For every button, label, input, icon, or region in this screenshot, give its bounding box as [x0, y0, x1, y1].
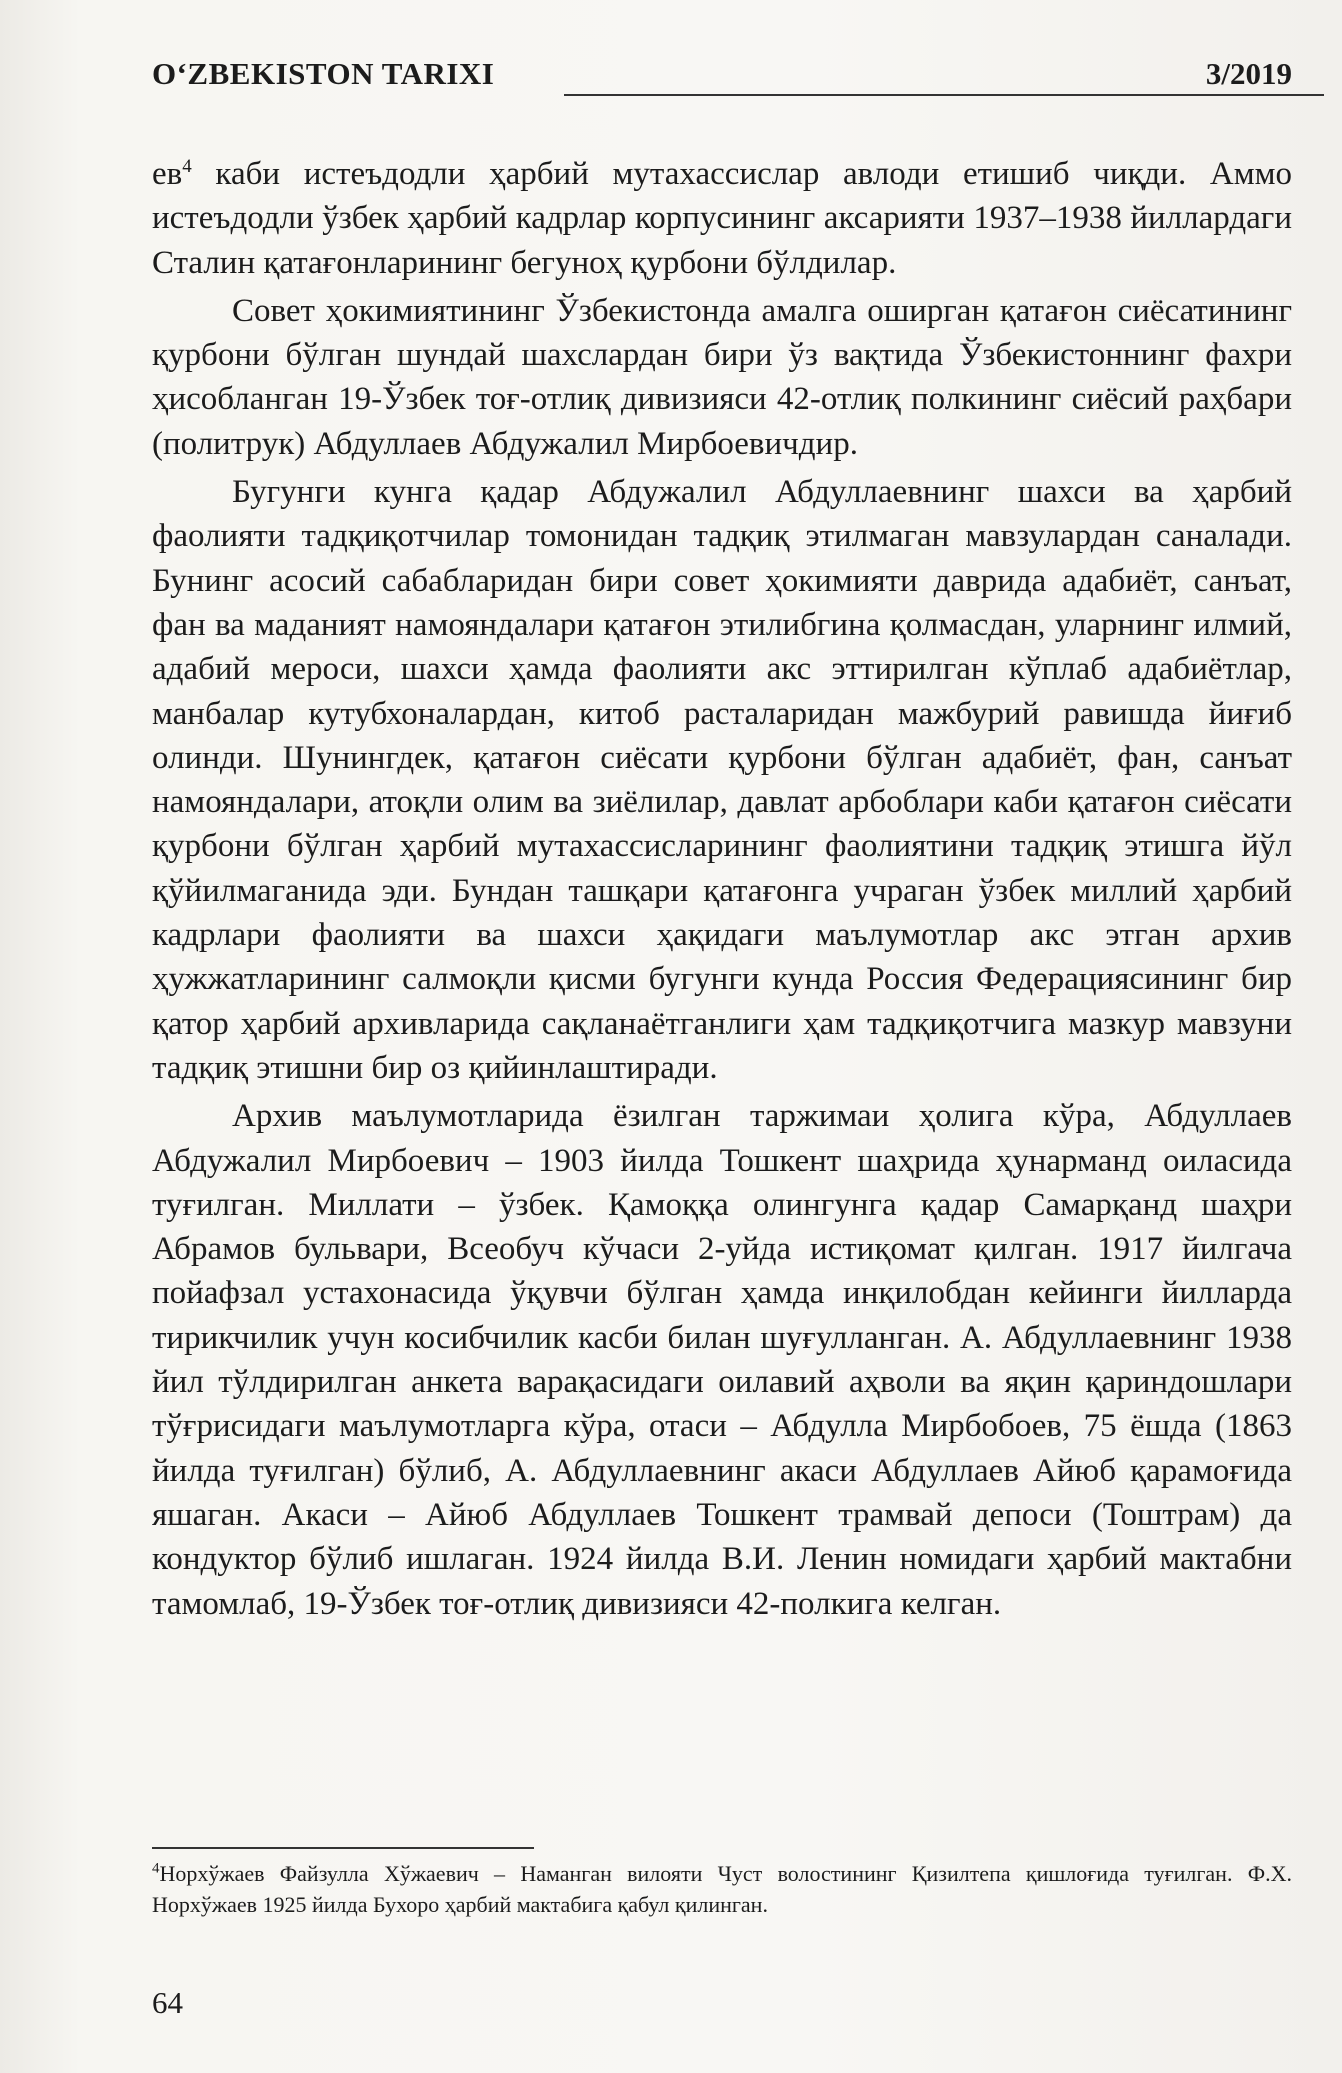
footnote-marker: 4	[152, 1860, 160, 1877]
paragraph-1	[152, 152, 1292, 285]
running-header	[152, 56, 1292, 106]
article-body	[152, 152, 1292, 1630]
paragraph-1-start: ев	[152, 156, 183, 192]
paragraph-3: Бугунги кунга қадар Абдужалил Абдуллаевнинг шахси ва ҳарбий фаолияти тадқиқотчилар томонидан тадқиқ этилмаган мавзулардан саналади. Бунинг асосий сабабларидан бири совет ҳокимияти даврида адабиёт, санъат, фан ва маданият намояндалари қатағон этилибгина қолмасдан, уларнинг илмий, адабий мероси, шахси ҳамда фаолияти акс эттирилган кўплаб адабиётлар, манбалар кутубхоналардан, китоб расталаридан мажбурий равишда йиғиб олинди. Шунингдек, қатағон сиёсати қурбони бўлган адабиёт, фан, санъат намояндалари, атоқли олим ва зиёлилар, давлат арбоблари каби қатағон сиёсати қурбони бўлган ҳарбий мутахассисларининг фаолиятини тадқиқ этишга йўл қўйилмаганида эди. Бундан ташқари қатағонга учраган ўзбек миллий ҳарбий кадрлари фаолияти ва шахси ҳақидаги маълумотлар акс этган архив ҳужжатларининг салмоқли қисми бугунги кунда Россия Федерациясининг бир қатор ҳарбий архивларида сақланаётганлиги ҳам тадқиқотчига мазкур мавзуни тадқиқ этишни бир оз қийинлаштиради.	[152, 474, 1292, 1086]
footnote-separator	[152, 1847, 534, 1849]
footnote-reference[interactable]: 4	[182, 156, 192, 177]
footnote-text: Норхўжаев Файзулла Хўжаевич – Наманган вилояти Чуст волостининг Қизилтепа қишлоғида туғилган. Ф.Х. Норхўжаев 1925 йилда Бухоро ҳарбий мактабига қабул қилинган.	[152, 1861, 1292, 1917]
header-rule	[564, 94, 1324, 96]
page-number: 64	[152, 1985, 183, 2020]
paragraph-2: Совет ҳокимиятининг Ўзбекистонда амалга оширган қатағон сиёсатининг қурбони бўлган шундай шахслардан бири ўз вақтида Ўзбекистоннинг фахри ҳисобланган 19-Ўзбек тоғ-отлиқ дивизияси 42-отлиқ полкининг сиёсий раҳбари (политрук) Абдуллаев Абдужалил Мирбоевичдир.	[152, 292, 1292, 462]
footnote	[152, 1858, 1292, 1920]
paragraph-4: Архив маълумотларида ёзилган таржимаи ҳолига кўра, Абдуллаев Абдужалил Мирбоевич – 1903 йилда Тошкент шаҳрида ҳунарманд оиласида туғилган. Миллати – ўзбек. Қамоққа олингунга қадар Самарқанд шаҳри Абрамов бульвари, Всеобуч кўчаси 2-уйда истиқомат қилган. 1917 йилгача пойафзал устахонасида ўқувчи бўлган ҳамда инқилобдан кейинги йилларда тирикчилик учун косибчилик касби билан шуғулланган. А. Абдуллаевнинг 1938 йил тўлдирилган анкета варақасидаги оилавий аҳволи ва яқин қариндошлари тўғрисидаги маълумотларга кўра, отаси – Абдулла Мирбобоев, 75 ёшда (1863 йилда туғилган) бўлиб, А. Абдуллаевнинг акаси Абдуллаев Айюб қарамоғида яшаган. Акаси – Айюб Абдуллаев Тошкент трамвай депоси (Тоштрам) да кондуктор бўлиб ишлаган. 1924 йилда В.И. Ленин номидаги ҳарбий мактабни тамомлаб, 19-Ўзбек тоғ-отлиқ дивизияси 42-полкига келган.	[152, 1098, 1292, 1622]
issue-number: 3/2019	[1205, 56, 1292, 91]
journal-name: O‘ZBEKISTON TARIXI	[152, 56, 495, 91]
paragraph-1-text: каби истеъдодли ҳарбий мутахассислар авлоди етишиб чиқди. Аммо истеъдодли ўзбек ҳарбий кадрлар корпусининг аксарияти 1937–1938 йиллардаги Сталин қатағонларининг бегуноҳ қурбони бўлдилар.	[152, 156, 1292, 281]
